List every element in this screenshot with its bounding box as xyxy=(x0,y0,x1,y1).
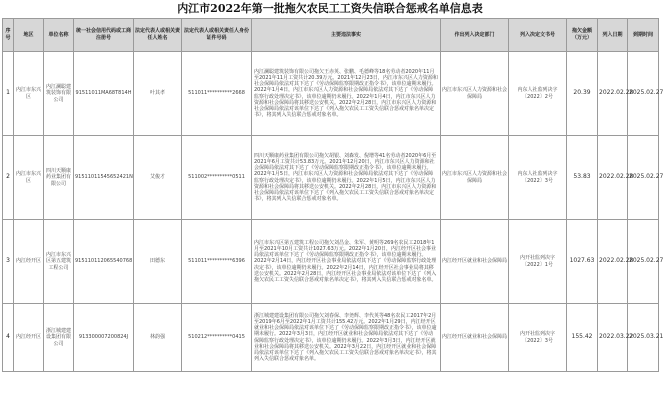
row-seq: 2 xyxy=(3,136,14,220)
row-id-number: 511011**********2668 xyxy=(182,52,252,136)
row-listed-date: 2022.02.28 xyxy=(598,220,628,304)
row-credit-code: 915110112065540768 xyxy=(74,220,134,304)
row-company: 内江市东兴区第五建筑工程公司 xyxy=(44,220,74,304)
row-expire-date: 2025.02.27 xyxy=(628,220,659,304)
row-amount: 1027.63 xyxy=(567,220,598,304)
blacklist-table xyxy=(2,18,663,372)
row-doc-number: 内东人社监列决字〔2022〕2号 xyxy=(509,52,567,136)
row-credit-code: 91511011545652421N xyxy=(74,136,134,220)
header-seq: 序号 xyxy=(3,19,14,52)
header-region: 地区 xyxy=(14,19,44,52)
row-id-number: 511011**********6396 xyxy=(182,220,252,304)
row-doc-number: 内开社监列决字〔2022〕3号 xyxy=(509,304,567,372)
row-facts: 浙江城建建设集团有限公司拖欠刘春保、李尧辉、李代英等48名农民工2017年2月至2019年6月至2022年1月工资共计155.42万元。2022年1月29日，内江经开区就业和社会保障局依法对该单位下达了《劳动保障监察限期改正指令书》，该单位逾期未履行。2022年3月3日，内江经开区就业和社会保障局依法对其下达了《劳动保障监察行政处理决定书》，该单位逾期仍未履行。2022年3月3日，内江经开区就业和社会保障局将其移送公安机关。2022年3月22日，内江经开区就业和社会保障局依法对该单位下达了《列入拖欠农民工工资失信联合惩戒对象名单决定书》，将其列入失信联合惩戒对象名单。 xyxy=(252,304,441,372)
row-department: 内江经开区就业和社会保障局 xyxy=(441,220,509,304)
row-expire-date: 2025.03.21 xyxy=(628,304,659,372)
header-doc-number: 列入决定文书号 xyxy=(509,19,567,52)
header-id-number: 法定代表人或相关责任人身份证件号码 xyxy=(182,19,252,52)
row-id-number: 511002**********0511 xyxy=(182,136,252,220)
row-credit-code: 91511011MA68T814H xyxy=(74,52,134,136)
row-expire-date: 2025.02.27 xyxy=(628,136,659,220)
row-person: 林韵强 xyxy=(134,304,182,372)
header-listed-date: 列入日期 xyxy=(598,19,628,52)
row-region: 内江经开区 xyxy=(14,220,44,304)
row-department: 内江经开区就业和社会保障局 xyxy=(441,304,509,372)
row-seq: 1 xyxy=(3,52,14,136)
row-listed-date: 2022.02.28 xyxy=(598,52,628,136)
row-doc-number: 内开社监列决字〔2022〕1号 xyxy=(509,220,567,304)
row-credit-code: 913300007200824J xyxy=(74,304,134,372)
header-person: 法定代表人或相关责任人姓名 xyxy=(134,19,182,52)
row-id-number: 510212**********0415 xyxy=(182,304,252,372)
row-person: 叶其孝 xyxy=(134,52,182,136)
row-expire-date: 2025.02.27 xyxy=(628,52,659,136)
row-facts: 四川天顺康药业集团有限公司拖欠胡银、刘森发、倪增等41名劳动者2020年6月至2021年6月工资共计53.83万元。2021年12月20日，内江市东兴区人力资源和社会保障局依法对其下达了《劳动保障监察限期改正指令书》，该单位逾期未履行。2022年1月5日，内江市东兴区人力资源和社会保障局依法对其下达了《劳动保障监察行政处理决定书》，该单位逾期仍未履行。2022年1月5日，内江市东兴区人力资源和社会保障局将其移送公安机关。2022年2月28日，内江市东兴区人力资源和社会保障局依法对该单位下达了《列入拖欠农民工工资失信联合惩戒对象名单决定书》，将其列入失信联合惩戒对象名单。 xyxy=(252,136,441,220)
row-amount: 53.83 xyxy=(567,136,598,220)
row-department: 内江市东兴区人力资源和社会保障局 xyxy=(441,52,509,136)
row-company: 四川天顺康药业集团有限公司 xyxy=(44,136,74,220)
header-expire-date: 到期时间 xyxy=(628,19,659,52)
header-credit-code: 统一社会信用代码或工商注册号 xyxy=(74,19,134,52)
row-company: 内江澜聪建筑装饰有限公司 xyxy=(44,52,74,136)
row-company: 浙江城建建设集团有限公司 xyxy=(44,304,74,372)
row-person: 艾俊才 xyxy=(134,136,182,220)
row-facts: 内江市东兴区第五建筑工程公司拖欠刘昌金、朱军、黄明等269名农民工2018年1月至2021年10月工资共计1027.63万元。2022年1月20日，内江经开区社会事业局依法对该单位下达了《劳动保障监察限期改正指令书》，该单位逾期未履行。2022年2月14日，内江经开区社会事业局依法对其下达了《劳动保障监察行政处理决定书》，该单位逾期仍未履行。2022年2月14日，内江经开区社会事业局将其移送公安机关。2022年2月28日，内江经开区社会事业局依法对该单位下达了《列入拖欠农民工工资失信联合惩戒对象名单决定书》，将其列入失信联合惩戒对象名单。 xyxy=(252,220,441,304)
row-doc-number: 内东人社监列决字〔2022〕3号 xyxy=(509,136,567,220)
header-company: 单位名称 xyxy=(44,19,74,52)
row-region: 内江经开区 xyxy=(14,304,44,372)
header-department: 作出列入决定部门 xyxy=(441,19,509,52)
row-amount: 20.39 xyxy=(567,52,598,136)
row-region: 内江市东兴区 xyxy=(14,136,44,220)
row-seq: 3 xyxy=(3,220,14,304)
header-amount: 拖欠金额（万元） xyxy=(567,19,598,52)
row-region: 内江市东兴区 xyxy=(14,52,44,136)
table-header-row xyxy=(3,19,659,52)
row-amount: 155.42 xyxy=(567,304,598,372)
row-person: 田德东 xyxy=(134,220,182,304)
table-row xyxy=(3,220,659,304)
table-row xyxy=(3,136,659,220)
row-listed-date: 2022.03.22 xyxy=(598,304,628,372)
header-facts: 主要违法事实 xyxy=(252,19,441,52)
row-listed-date: 2022.02.28 xyxy=(598,136,628,220)
row-department: 内江市东兴区人力资源和社会保障局 xyxy=(441,136,509,220)
row-facts: 内江澜聪建筑装饰有限公司拖欠王赤英、张鹏、毛德峰等18名劳动者2020年11月至2021年11月工资共计20.39万元。2021年12月23日，内江市东兴区人力资源和社会保障局依法对其下达了《劳动保障监察限期改正指令书》，该单位逾期未履行。2022年1月4日，内江市东兴区人力资源和社会保障局依法对其下达了《劳动保障监察行政处理决定书》，该单位逾期仍未履行。2022年1月4日，内江市东兴区人力资源和社会保障局将其移送公安机关。2022年2月28日，内江市东兴区人力资源和社会保障局依法对该单位下达了《列入拖欠农民工工资失信联合惩戒对象名单决定书》，将其列入失信联合惩戒对象名单。 xyxy=(252,52,441,136)
table-row xyxy=(3,52,659,136)
row-seq: 4 xyxy=(3,304,14,372)
document-title: 内江市2022年第一批拖欠农民工工资失信联合惩戒名单信息表 xyxy=(177,2,483,15)
table-row xyxy=(3,304,659,372)
